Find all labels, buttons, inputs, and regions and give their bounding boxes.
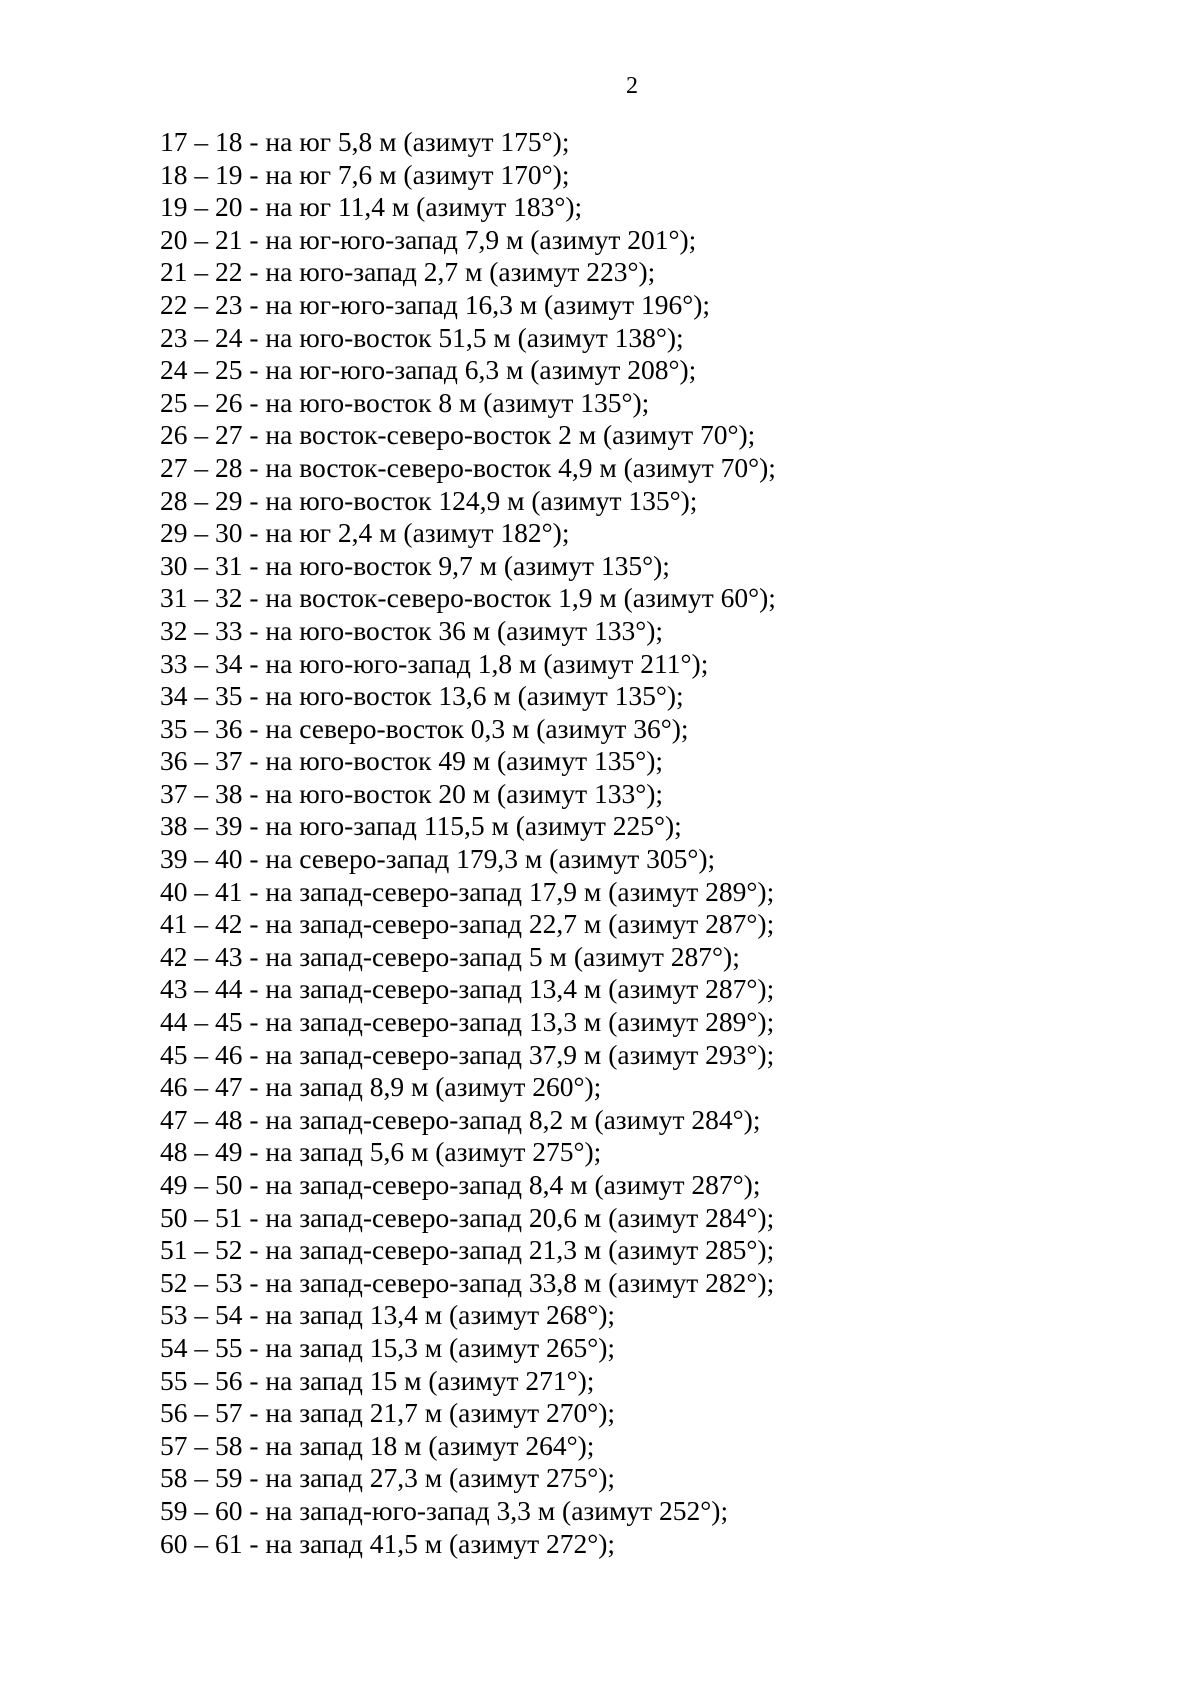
boundary-line: 29 – 30 - на юг 2,4 м (азимут 182°);: [160, 517, 570, 549]
boundary-line: 43 – 44 - на запад-северо-запад 13,4 м (азимут 287°);: [160, 973, 775, 1005]
boundary-line: 48 – 49 - на запад 5,6 м (азимут 275°);: [160, 1136, 602, 1168]
boundary-line: 35 – 36 - на северо-восток 0,3 м (азимут 36°);: [160, 712, 689, 744]
boundary-line: 25 – 26 - на юго-восток 8 м (азимут 135°);: [160, 386, 650, 418]
boundary-line: 55 – 56 - на запад 15 м (азимут 271°);: [160, 1364, 595, 1396]
boundary-line: 37 – 38 - на юго-восток 20 м (азимут 133°);: [160, 777, 664, 809]
boundary-description-list: [160, 126, 776, 1560]
boundary-line: 39 – 40 - на северо-запад 179,3 м (азимут 305°);: [160, 843, 716, 875]
boundary-line: 40 – 41 - на запад-северо-запад 17,9 м (азимут 289°);: [160, 875, 775, 907]
boundary-line: 33 – 34 - на юго-юго-запад 1,8 м (азимут 211°);: [160, 647, 709, 679]
boundary-line: 51 – 52 - на запад-северо-запад 21,3 м (азимут 285°);: [160, 1234, 775, 1266]
boundary-line: 30 – 31 - на юго-восток 9,7 м (азимут 135°);: [160, 549, 670, 581]
boundary-line: 20 – 21 - на юг-юго-запад 7,9 м (азимут 201°);: [160, 223, 697, 255]
boundary-line: 18 – 19 - на юг 7,6 м (азимут 170°);: [160, 158, 570, 190]
boundary-line: 59 – 60 - на запад-юго-запад 3,3 м (азимут 252°);: [160, 1494, 729, 1526]
boundary-line: 17 – 18 - на юг 5,8 м (азимут 175°);: [160, 126, 570, 157]
boundary-line: 47 – 48 - на запад-северо-запад 8,2 м (азимут 284°);: [160, 1103, 761, 1135]
boundary-line: 42 – 43 - на запад-северо-запад 5 м (азимут 287°);: [160, 940, 740, 972]
boundary-line: 32 – 33 - на юго-восток 36 м (азимут 133°);: [160, 614, 664, 646]
page-number: 2: [626, 73, 638, 99]
boundary-line: 56 – 57 - на запад 21,7 м (азимут 270°);: [160, 1397, 616, 1429]
boundary-line: 21 – 22 - на юго-запад 2,7 м (азимут 223°);: [160, 256, 656, 288]
boundary-line: 57 – 58 - на запад 18 м (азимут 264°);: [160, 1429, 595, 1461]
boundary-line: 54 – 55 - на запад 15,3 м (азимут 265°);: [160, 1331, 616, 1363]
boundary-line: 28 – 29 - на юго-восток 124,9 м (азимут 135°);: [160, 484, 698, 516]
boundary-line: 22 – 23 - на юг-юго-запад 16,3 м (азимут 196°);: [160, 288, 711, 320]
boundary-line: 44 – 45 - на запад-северо-запад 13,3 м (азимут 289°);: [160, 1006, 775, 1038]
boundary-line: 45 – 46 - на запад-северо-запад 37,9 м (азимут 293°);: [160, 1038, 775, 1070]
boundary-line: 49 – 50 - на запад-северо-запад 8,4 м (азимут 287°);: [160, 1169, 761, 1200]
boundary-line: 34 – 35 - на юго-восток 13,6 м (азимут 135°);: [160, 680, 684, 712]
boundary-line: 27 – 28 - на восток-северо-восток 4,9 м (азимут 70°);: [160, 451, 776, 483]
boundary-line: 41 – 42 - на запад-северо-запад 22,7 м (азимут 287°);: [160, 908, 775, 940]
boundary-line: 31 – 32 - на восток-северо-восток 1,9 м (азимут 60°);: [160, 582, 776, 614]
boundary-line: 58 – 59 - на запад 27,3 м (азимут 275°);: [160, 1462, 616, 1494]
boundary-line: 19 – 20 - на юг 11,4 м (азимут 183°);: [160, 191, 583, 223]
boundary-line: 36 – 37 - на юго-восток 49 м (азимут 135°);: [160, 745, 664, 777]
boundary-line: 52 – 53 - на запад-северо-запад 33,8 м (азимут 282°);: [160, 1266, 775, 1298]
boundary-line: 38 – 39 - на юго-запад 115,5 м (азимут 225°);: [160, 810, 682, 842]
boundary-line: 53 – 54 - на запад 13,4 м (азимут 268°);: [160, 1299, 616, 1331]
boundary-line: 26 – 27 - на восток-северо-восток 2 м (азимут 70°);: [160, 419, 756, 451]
boundary-line: 23 – 24 - на юго-восток 51,5 м (азимут 138°);: [160, 321, 684, 353]
boundary-line: 46 – 47 - на запад 8,9 м (азимут 260°);: [160, 1071, 602, 1103]
boundary-line: 60 – 61 - на запад 41,5 м (азимут 272°);: [160, 1527, 616, 1559]
boundary-line: 24 – 25 - на юг-юго-запад 6,3 м (азимут 208°);: [160, 354, 697, 386]
boundary-line: 50 – 51 - на запад-северо-запад 20,6 м (азимут 284°);: [160, 1201, 775, 1233]
